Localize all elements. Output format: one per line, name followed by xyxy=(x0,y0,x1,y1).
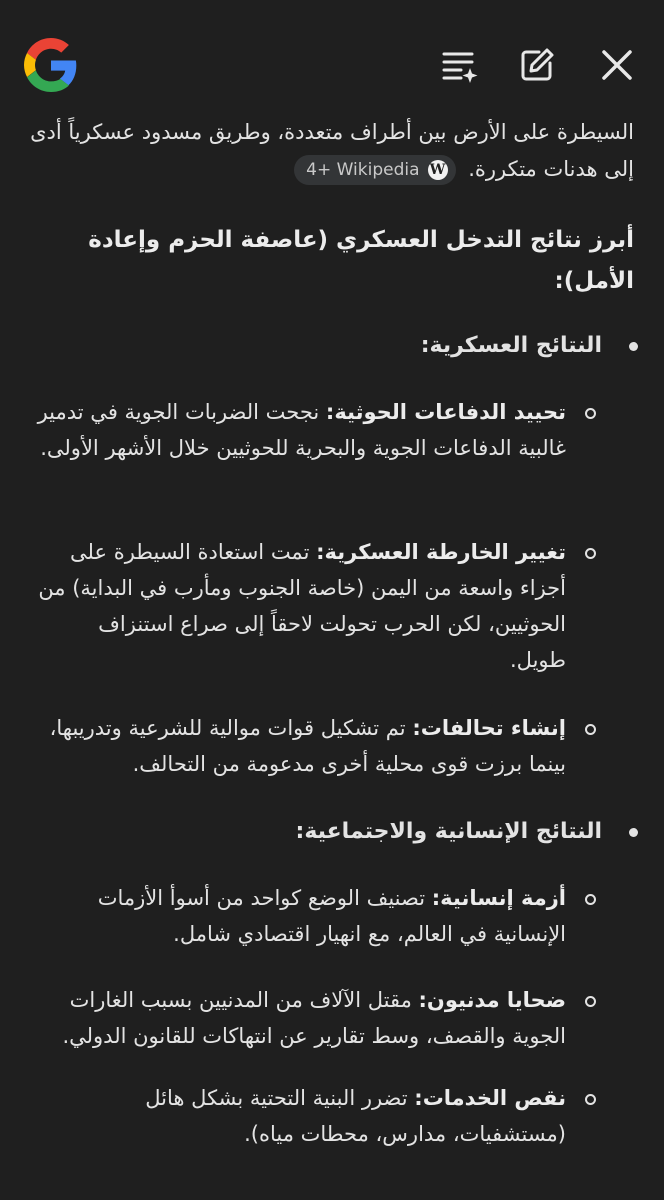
list-item xyxy=(36,534,566,678)
google-logo[interactable] xyxy=(24,38,78,92)
item-text: نجحت الضربات الجوية في تدمير غالبية الدفاعات الجوية والبحرية للحوثيين خلال الأشهر الأولى. xyxy=(37,400,566,460)
wikipedia-icon: W xyxy=(428,160,448,180)
bullet-dot xyxy=(629,828,638,837)
bullet-ring xyxy=(585,1094,596,1105)
bullet-dot xyxy=(629,342,638,351)
source-chip-label: 4+ Wikipedia xyxy=(306,159,420,180)
edit-icon[interactable] xyxy=(512,40,562,90)
source-chip[interactable] xyxy=(294,155,455,185)
group-title xyxy=(42,812,602,852)
list-item xyxy=(36,394,566,466)
list-item xyxy=(36,880,566,952)
item-text: تمت استعادة السيطرة على أجزاء واسعة من اليمن (خاصة الجنوب ومأرب في البداية) من الحوثيين، لكن الحرب تحولت لاحقاً إلى صراع استنزاف طويل. xyxy=(38,540,566,672)
list-item xyxy=(36,1080,566,1152)
item-label: ضحايا مدنيون: xyxy=(418,988,566,1012)
item-label: تغيير الخارطة العسكرية: xyxy=(316,540,566,564)
group-title-text: النتائج العسكرية: xyxy=(420,333,602,358)
bullet-ring xyxy=(585,996,596,1007)
item-text: تضرر البنية التحتية بشكل هائل (مستشفيات، مدارس، محطات مياه). xyxy=(145,1086,566,1146)
list-item xyxy=(36,710,566,782)
item-text: تصنيف الوضع كواحد من أسوأ الأزمات الإنسانية في العالم، مع انهيار اقتصادي شامل. xyxy=(97,886,566,946)
close-icon[interactable] xyxy=(592,40,642,90)
bullet-ring xyxy=(585,408,596,419)
item-text: تم تشكيل قوات موالية للشرعية وتدريبها، بينما برزت قوى محلية أخرى مدعومة من التحالف. xyxy=(49,716,566,776)
group-title xyxy=(42,326,602,366)
bullet-ring xyxy=(585,548,596,559)
bullet-ring xyxy=(585,724,596,735)
item-label: نقص الخدمات: xyxy=(414,1086,566,1110)
list-item xyxy=(36,982,566,1054)
intro-paragraph xyxy=(24,114,634,188)
section-heading: أبرز نتائج التدخل العسكري (عاصفة الحزم وإعادة الأمل): xyxy=(88,227,634,294)
group-title-text: النتائج الإنسانية والاجتماعية: xyxy=(295,819,602,844)
playlist-sparkle-icon[interactable] xyxy=(434,40,484,90)
item-label: تحييد الدفاعات الحوثية: xyxy=(325,400,566,424)
bullet-ring xyxy=(585,894,596,905)
item-text: مقتل الآلاف من المدنيين بسبب الغارات الجوية والقصف، وسط تقارير عن انتهاكات للقانون الدولي. xyxy=(62,988,566,1048)
item-label: أزمة إنسانية: xyxy=(431,886,566,910)
item-label: إنشاء تحالفات: xyxy=(412,716,566,740)
top-bar xyxy=(0,0,664,112)
intro-text: السيطرة على الأرض بين أطراف متعددة، وطريق مسدود عسكرياً أدى إلى هدنات متكررة. xyxy=(30,120,634,181)
